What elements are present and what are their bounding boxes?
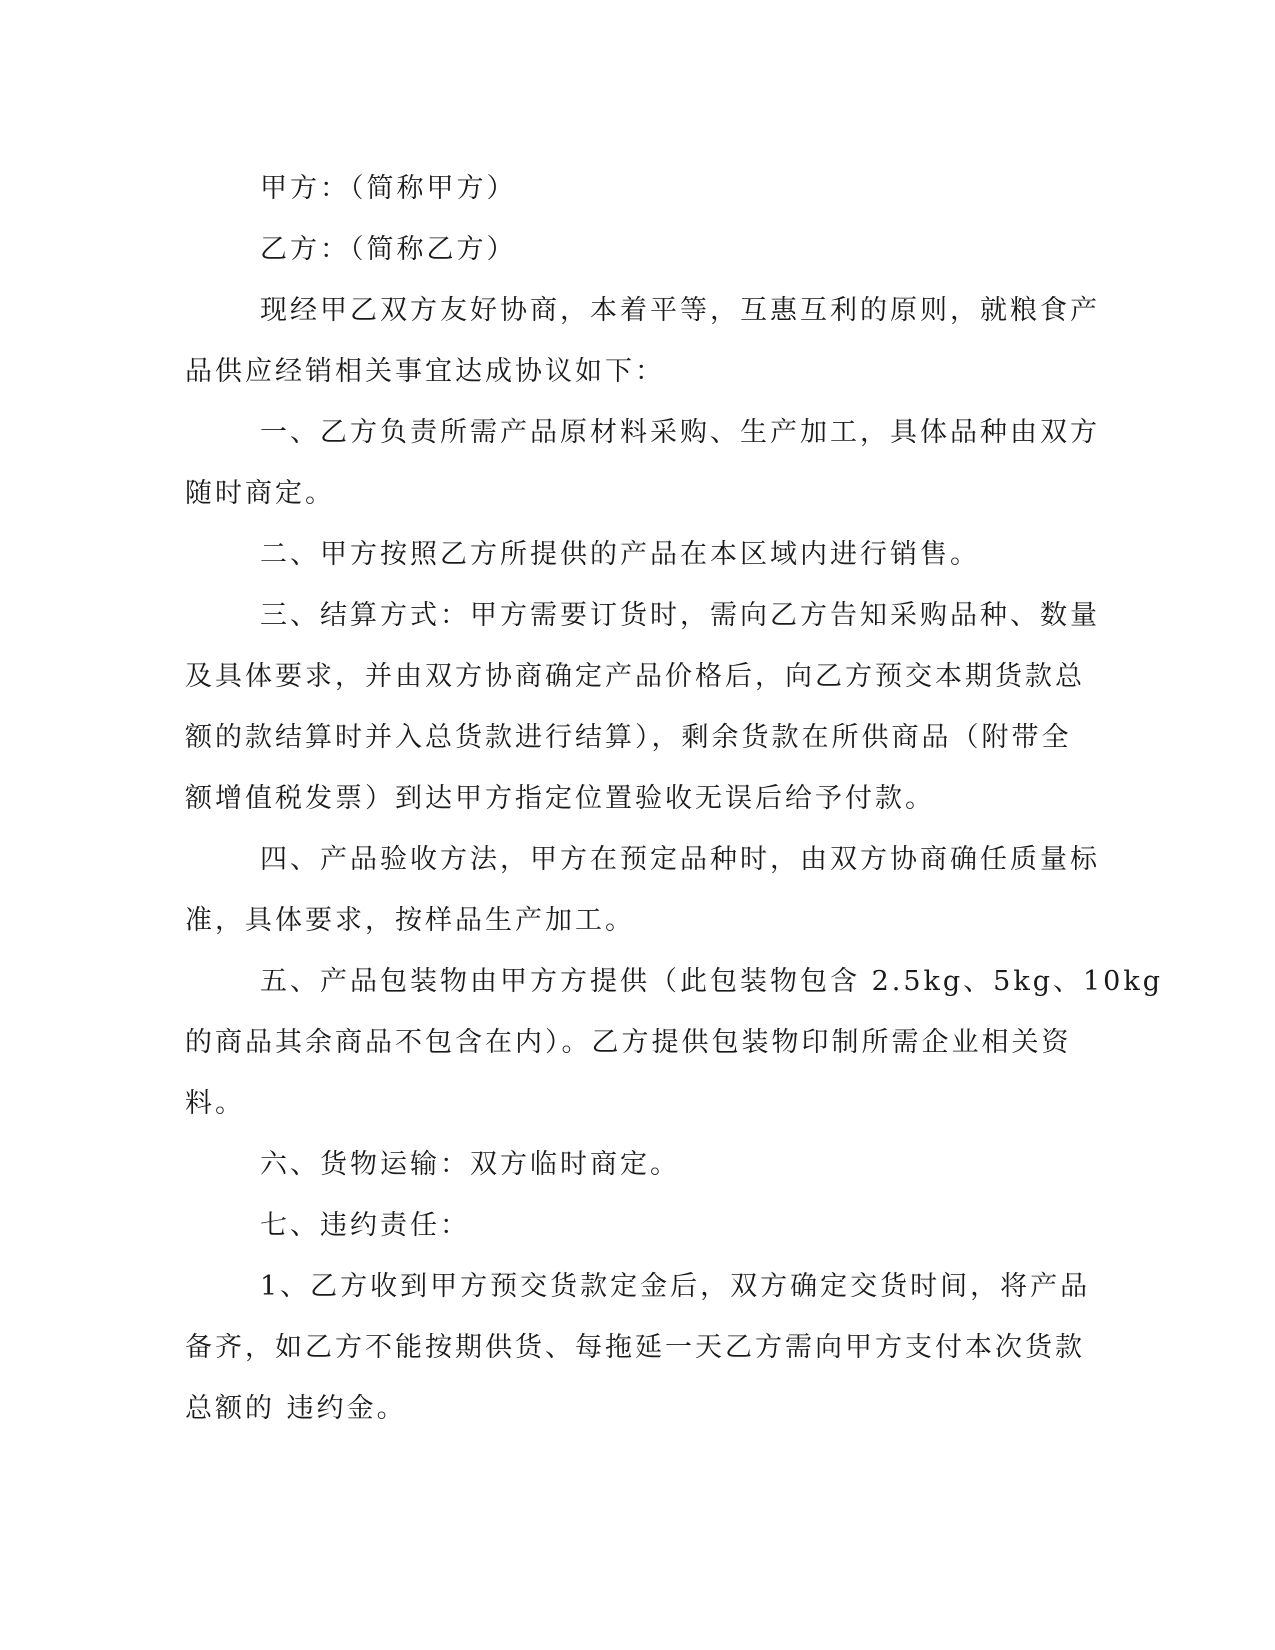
text-line: 料。 bbox=[185, 1088, 245, 1119]
text-line: 七、违约责任： bbox=[260, 1210, 470, 1241]
text-line: 随时商定。 bbox=[185, 478, 335, 509]
clause-6 bbox=[185, 1134, 1065, 1195]
text-line: 备齐，如乙方不能按期供货、每拖延一天乙方需向甲方支付本次货款 bbox=[185, 1332, 1085, 1363]
text-line: 五、产品包装物由甲方方提供（此包装物包含 2.5kg、5kg、10kg bbox=[260, 966, 1163, 997]
clause-7-1 bbox=[185, 1256, 1091, 1439]
text-line: 的商品其余商品不包含在内）。乙方提供包装物印制所需企业相关资 bbox=[185, 1027, 1072, 1058]
party-a bbox=[185, 158, 1065, 219]
text-line: 乙方：（简称乙方） bbox=[260, 234, 517, 265]
clause-4 bbox=[185, 829, 1100, 951]
text-line: 准，具体要求，按样品生产加工。 bbox=[185, 905, 635, 936]
intro-paragraph bbox=[185, 280, 1100, 402]
text-line: 及具体要求，并由双方协商确定产品价格后，向乙方预交本期货款总 bbox=[185, 661, 1085, 692]
text-line: 1、乙方收到甲方预交货款定金后，双方确定交货时间，将产品 bbox=[260, 1271, 1091, 1302]
text-line: 一、乙方负责所需产品原材料采购、生产加工，具体品种由双方 bbox=[260, 417, 1100, 448]
clause-2 bbox=[185, 524, 1065, 585]
clause-7 bbox=[185, 1195, 1065, 1256]
party-b bbox=[185, 219, 1065, 280]
text-line: 额增值税发票）到达甲方指定位置验收无误后给予付款。 bbox=[185, 783, 935, 814]
text-line: 额的款结算时并入总货款进行结算），剩余货款在所供商品（附带全 bbox=[185, 722, 1072, 753]
text-line: 六、货物运输：双方临时商定。 bbox=[260, 1149, 680, 1180]
text-line: 二、甲方按照乙方所提供的产品在本区域内进行销售。 bbox=[260, 539, 980, 570]
text-line: 三、结算方式：甲方需要订货时，需向乙方告知采购品种、数量 bbox=[260, 600, 1100, 631]
text-line: 四、产品验收方法，甲方在预定品种时，由双方协商确任质量标 bbox=[260, 844, 1100, 875]
clause-3 bbox=[185, 585, 1100, 829]
clause-5 bbox=[185, 951, 1163, 1134]
clause-1 bbox=[185, 402, 1100, 524]
text-line: 甲方：（简称甲方） bbox=[260, 173, 517, 204]
text-line: 品供应经销相关事宜达成协议如下： bbox=[185, 356, 665, 387]
text-line: 总额的 违约金。 bbox=[185, 1393, 407, 1424]
text-line: 现经甲乙双方友好协商，本着平等，互惠互利的原则，就粮食产 bbox=[260, 295, 1100, 326]
document-page bbox=[185, 158, 1163, 1439]
